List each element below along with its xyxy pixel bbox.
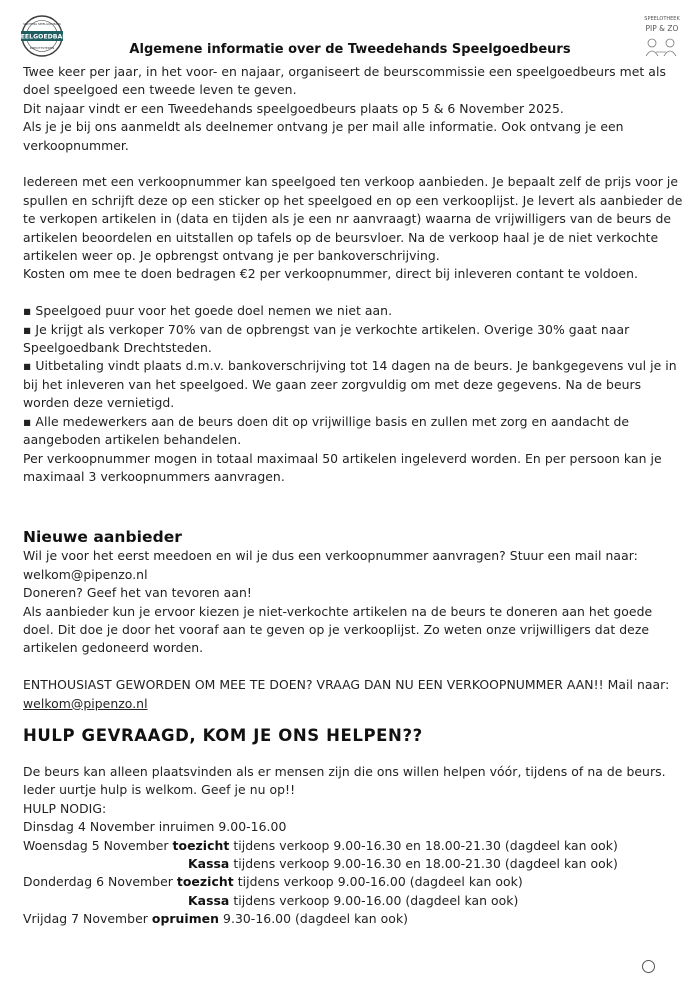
schedule-detail: tijdens verkoop 9.00-16.00 (dagdeel kan ook) <box>233 892 519 908</box>
schedule-task: toezicht <box>172 837 230 853</box>
email-link[interactable]: welkom@pipenzo.nl <box>23 695 148 711</box>
schedule-task: Kassa <box>188 892 230 908</box>
schedule-day: Vrijdag 7 November <box>23 911 148 927</box>
description-paragraph: Iedereen met een verkoopnummer kan speelgoed ten verkoop aanbieden. Je bepaalt zelf de prijs voor je spullen en schrijft deze op een sticker op het speelgoed en op een verkooplijst. Je levert als aanbieder de te verkopen artikelen in (data en tijden als je een nr aanvraagt) waarna de vrijwilligers van de beurs de artikelen beoordelen en uitstallen op tafels op de beursvloer. Na de verkoop haal je de niet verkochte artikelen weer op. Je opbrengst ontvang je per bankoverschrijving. <box>23 174 683 264</box>
new-provider-line: Als aanbieder kun je ervoor kiezen je niet-verkochte artikelen na de beurs te doneren aan het goede doel. Dit doe je door het vooraf aan te geven op je verkooplijst. Zo weten onze vrijwilligers dat deze artikelen gedoneerd worden. <box>23 603 653 656</box>
logo-left-main-text: SPEELGOEDBANK <box>11 33 73 41</box>
page-title: Algemene informatie over de Tweedehands Speelgoedbeurs <box>129 42 571 57</box>
schedule-row <box>23 892 683 910</box>
schedule-task: Kassa <box>188 855 230 871</box>
schedule-detail: tijdens verkoop 9.00-16.00 (dagdeel kan ook) <box>237 874 523 890</box>
schedule-detail: tijdens verkoop 9.00-16.30 en 18.00-21.30 (dagdeel kan ook) <box>233 855 618 871</box>
logo-right-line2: PIP & ZO <box>645 24 679 33</box>
bullet-item: ▪ Uitbetaling vindt plaats d.m.v. bankoverschrijving tot 14 dagen na de beurs. Je bankgegevens vul je in bij het inleveren van het speelgoed. We gaan zeer zorgvuldig om met deze gegevens. Na de beurs worden deze vernietigd. <box>23 358 677 411</box>
cta-text: ENTHOUSIAST GEWORDEN OM MEE TE DOEN? VRAAG DAN NU EEN VERKOOPNUMMER AAN!! Mail naar: <box>23 677 670 693</box>
bullet-item: ▪ Je krijgt als verkoper 70% van de opbrengst van je verkochte artikelen. Overige 30% gaat naar Speelgoedbank Drechtsteden. <box>23 321 630 356</box>
speelotheek-logo <box>638 12 686 66</box>
intro-paragraph-2: Dit najaar vindt er een Tweedehands speelgoedbeurs plaats op 5 & 6 November 2025. <box>23 100 564 116</box>
schedule-task: toezicht <box>176 874 234 890</box>
logo-left-ring-top: STICHTING SPEELGOEDBANK <box>23 23 61 26</box>
page-circle-icon <box>642 960 655 973</box>
schedule-row <box>23 837 683 855</box>
new-provider-line: Doneren? Geef het van tevoren aan! <box>23 585 252 601</box>
limits-paragraph: Per verkoopnummer mogen in totaal maximaal 50 artikelen ingeleverd worden. En per persoon kan je maximaal 3 verkoopnummers aanvragen. <box>23 450 662 484</box>
new-provider-heading: Nieuwe aanbieder <box>23 528 182 547</box>
intro-paragraph-1: Twee keer per jaar, in het voor- en najaar, organiseert de beurscommissie een speelgoedbeurs met als doel speelgoed een tweede leven te geven. <box>23 64 666 98</box>
help-intro: De beurs kan alleen plaatsvinden als er mensen zijn die ons willen helpen vóór, tijdens of na de beurs. Ieder uurtje hulp is welkom. Geef je nu op!! <box>23 763 666 798</box>
intro-paragraph-3: Als je je bij ons aanmeldt als deelnemer ontvang je per mail alle informatie. Ook ontvang je een verkoopnummer. <box>23 119 624 153</box>
schedule-detail: 9.30-16.00 (dagdeel kan ook) <box>223 911 409 927</box>
cost-paragraph: Kosten om mee te doen bedragen €2 per verkoopnummer, direct bij inleveren contant te voldoen. <box>23 266 638 282</box>
schedule-row <box>23 873 683 891</box>
schedule-day: Woensdag 5 November <box>23 837 169 853</box>
bullet-item: ▪ Alle medewerkers aan de beurs doen dit op vrijwillige basis en zullen met zorg en aandacht de aangeboden artikelen behandelen. <box>23 413 630 448</box>
help-heading: HULP GEVRAAGD, KOM JE ONS HELPEN?? <box>23 725 423 745</box>
help-needed-label: HULP NODIG: <box>23 800 107 816</box>
document-body <box>23 63 683 929</box>
schedule-task: opruimen <box>151 911 220 927</box>
cta-paragraph <box>23 676 683 713</box>
schedule-row <box>23 910 683 928</box>
schedule-day: Dinsdag 4 November <box>23 819 155 835</box>
logo-left-ring-bottom: DRECHTSTEDEN <box>29 46 55 50</box>
schedule-row <box>23 818 683 836</box>
schedule-detail: inruimen 9.00-16.00 <box>158 819 287 835</box>
logo-right-line1: SPEELOTHEEK <box>644 16 680 22</box>
schedule-row <box>23 855 683 873</box>
bullet-item: ▪ Speelgoed puur voor het goede doel nemen we niet aan. <box>23 303 393 319</box>
schedule-detail: tijdens verkoop 9.00-16.30 en 18.00-21.30 (dagdeel kan ook) <box>233 837 618 853</box>
new-provider-line: Wil je voor het eerst meedoen en wil je dus een verkoopnummer aanvragen? Stuur een mail naar: welkom@pipenzo.nl <box>23 548 638 582</box>
schedule-day: Donderdag 6 November <box>23 874 173 890</box>
